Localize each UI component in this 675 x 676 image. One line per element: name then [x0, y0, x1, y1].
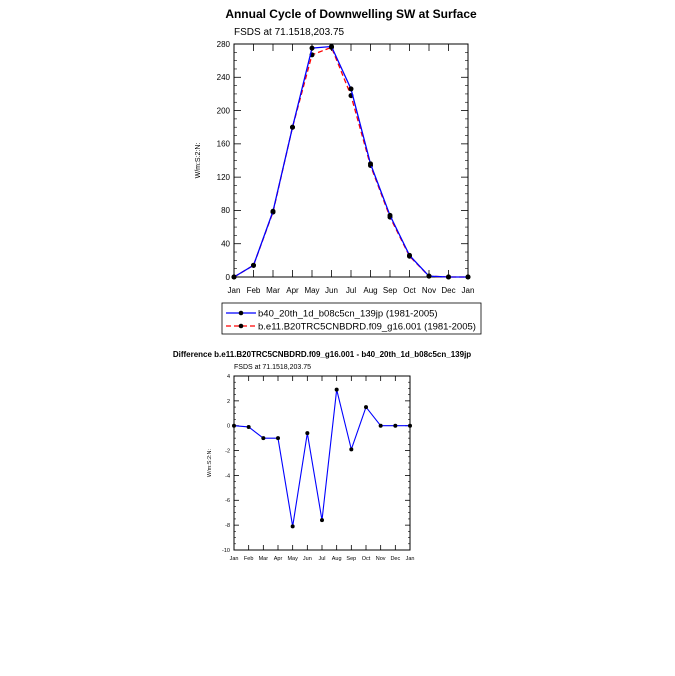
x-tick-label: Oct: [403, 286, 416, 295]
y-tick-label: 0: [226, 423, 230, 430]
data-point: [310, 46, 315, 51]
y-tick-label: 240: [216, 73, 230, 83]
x-tick-label: Jun: [325, 286, 338, 295]
x-tick-label: Sep: [382, 286, 398, 295]
y-tick-label: -4: [225, 473, 230, 480]
x-tick-label: Apr: [286, 286, 299, 295]
x-tick-label: Jul: [345, 286, 357, 295]
y-tick-label: 200: [216, 106, 230, 116]
x-tick-label: Jan: [229, 556, 239, 562]
series-line-1: [234, 47, 468, 278]
data-point: [466, 275, 471, 280]
chart-2: [173, 350, 471, 562]
data-point: [271, 209, 276, 214]
y-axis-label: W/m:S:2:N:: [207, 448, 213, 478]
x-tick-label: Jan: [227, 286, 241, 295]
x-tick-label: Jan: [461, 286, 475, 295]
legend-marker: [239, 311, 244, 316]
data-point: [232, 275, 237, 280]
y-tick-label: 160: [216, 139, 230, 149]
data-point: [393, 424, 397, 428]
x-tick-label: Dec: [441, 286, 456, 295]
y-tick-label: 4: [226, 373, 230, 380]
data-point: [320, 518, 324, 522]
x-tick-label: Apr: [273, 556, 283, 562]
data-point: [364, 405, 368, 409]
data-point: [368, 161, 373, 166]
chart-title: Difference b.e11.B20TRC5CNBDRD.f09_g16.001 - b40_20th_1d_b08c5cn_139jp: [172, 350, 472, 359]
chart-subtitle: FSDS at 71.1518,203.75: [234, 27, 345, 38]
data-point: [388, 213, 393, 218]
x-tick-label: Sep: [346, 556, 357, 562]
legend: [222, 303, 481, 334]
data-point: [232, 424, 236, 428]
y-tick-label: 280: [216, 39, 230, 49]
x-tick-label: Aug: [363, 286, 378, 295]
data-point: [247, 425, 251, 429]
data-point: [379, 424, 383, 428]
x-tick-label: Nov: [421, 286, 437, 295]
y-axis-label: W/m:S:2:N:: [195, 142, 202, 179]
x-tick-label: Oct: [361, 556, 371, 562]
y-tick-label: 120: [216, 172, 230, 182]
x-tick-label: Jul: [318, 556, 326, 562]
legend-marker: [239, 324, 244, 329]
x-tick-label: Dec: [390, 556, 401, 562]
x-tick-label: Jun: [302, 556, 312, 562]
data-point: [290, 125, 295, 130]
chart-1: [195, 7, 481, 334]
y-tick-label: 0: [225, 272, 230, 282]
data-point: [446, 275, 451, 280]
chart-title: Annual Cycle of Downwelling SW at Surface: [225, 7, 477, 21]
plot-frame: [234, 376, 410, 550]
data-point: [407, 253, 412, 258]
data-point: [261, 436, 265, 440]
data-point: [329, 44, 334, 49]
y-tick-label: -8: [225, 523, 230, 530]
x-tick-label: May: [287, 556, 298, 562]
y-tick-label: -2: [225, 448, 230, 455]
data-point: [349, 447, 353, 451]
legend-label-1: b40_20th_1d_b08c5cn_139jp (1981-2005): [258, 308, 438, 320]
x-tick-label: Feb: [243, 556, 254, 562]
y-tick-label: 2: [226, 398, 230, 405]
y-tick-label: -10: [222, 547, 230, 554]
y-tick-label: 80: [221, 206, 230, 216]
x-tick-label: Aug: [331, 556, 342, 562]
x-tick-label: May: [304, 286, 320, 295]
chart-subtitle: FSDS at 71.1518,203.75: [234, 364, 312, 371]
data-point: [427, 274, 432, 279]
plot-frame: [234, 44, 468, 277]
data-point: [349, 86, 354, 91]
data-point: [276, 436, 280, 440]
data-point: [251, 263, 256, 268]
x-tick-label: Jan: [405, 556, 415, 562]
data-point: [291, 524, 295, 528]
x-tick-label: Nov: [375, 556, 386, 562]
x-tick-label: Mar: [258, 556, 269, 562]
series-line-2: [234, 47, 468, 277]
x-tick-label: Feb: [246, 286, 261, 295]
legend-label-2: b.e11.B20TRC5CNBDRD.f09_g16.001 (1981-2005): [258, 321, 476, 333]
series-line-1: [234, 390, 410, 527]
y-tick-label: 40: [221, 239, 230, 249]
data-point: [305, 431, 309, 435]
data-point: [335, 388, 339, 392]
x-tick-label: Mar: [266, 286, 280, 295]
y-tick-label: -6: [225, 498, 230, 505]
data-point: [408, 424, 412, 428]
